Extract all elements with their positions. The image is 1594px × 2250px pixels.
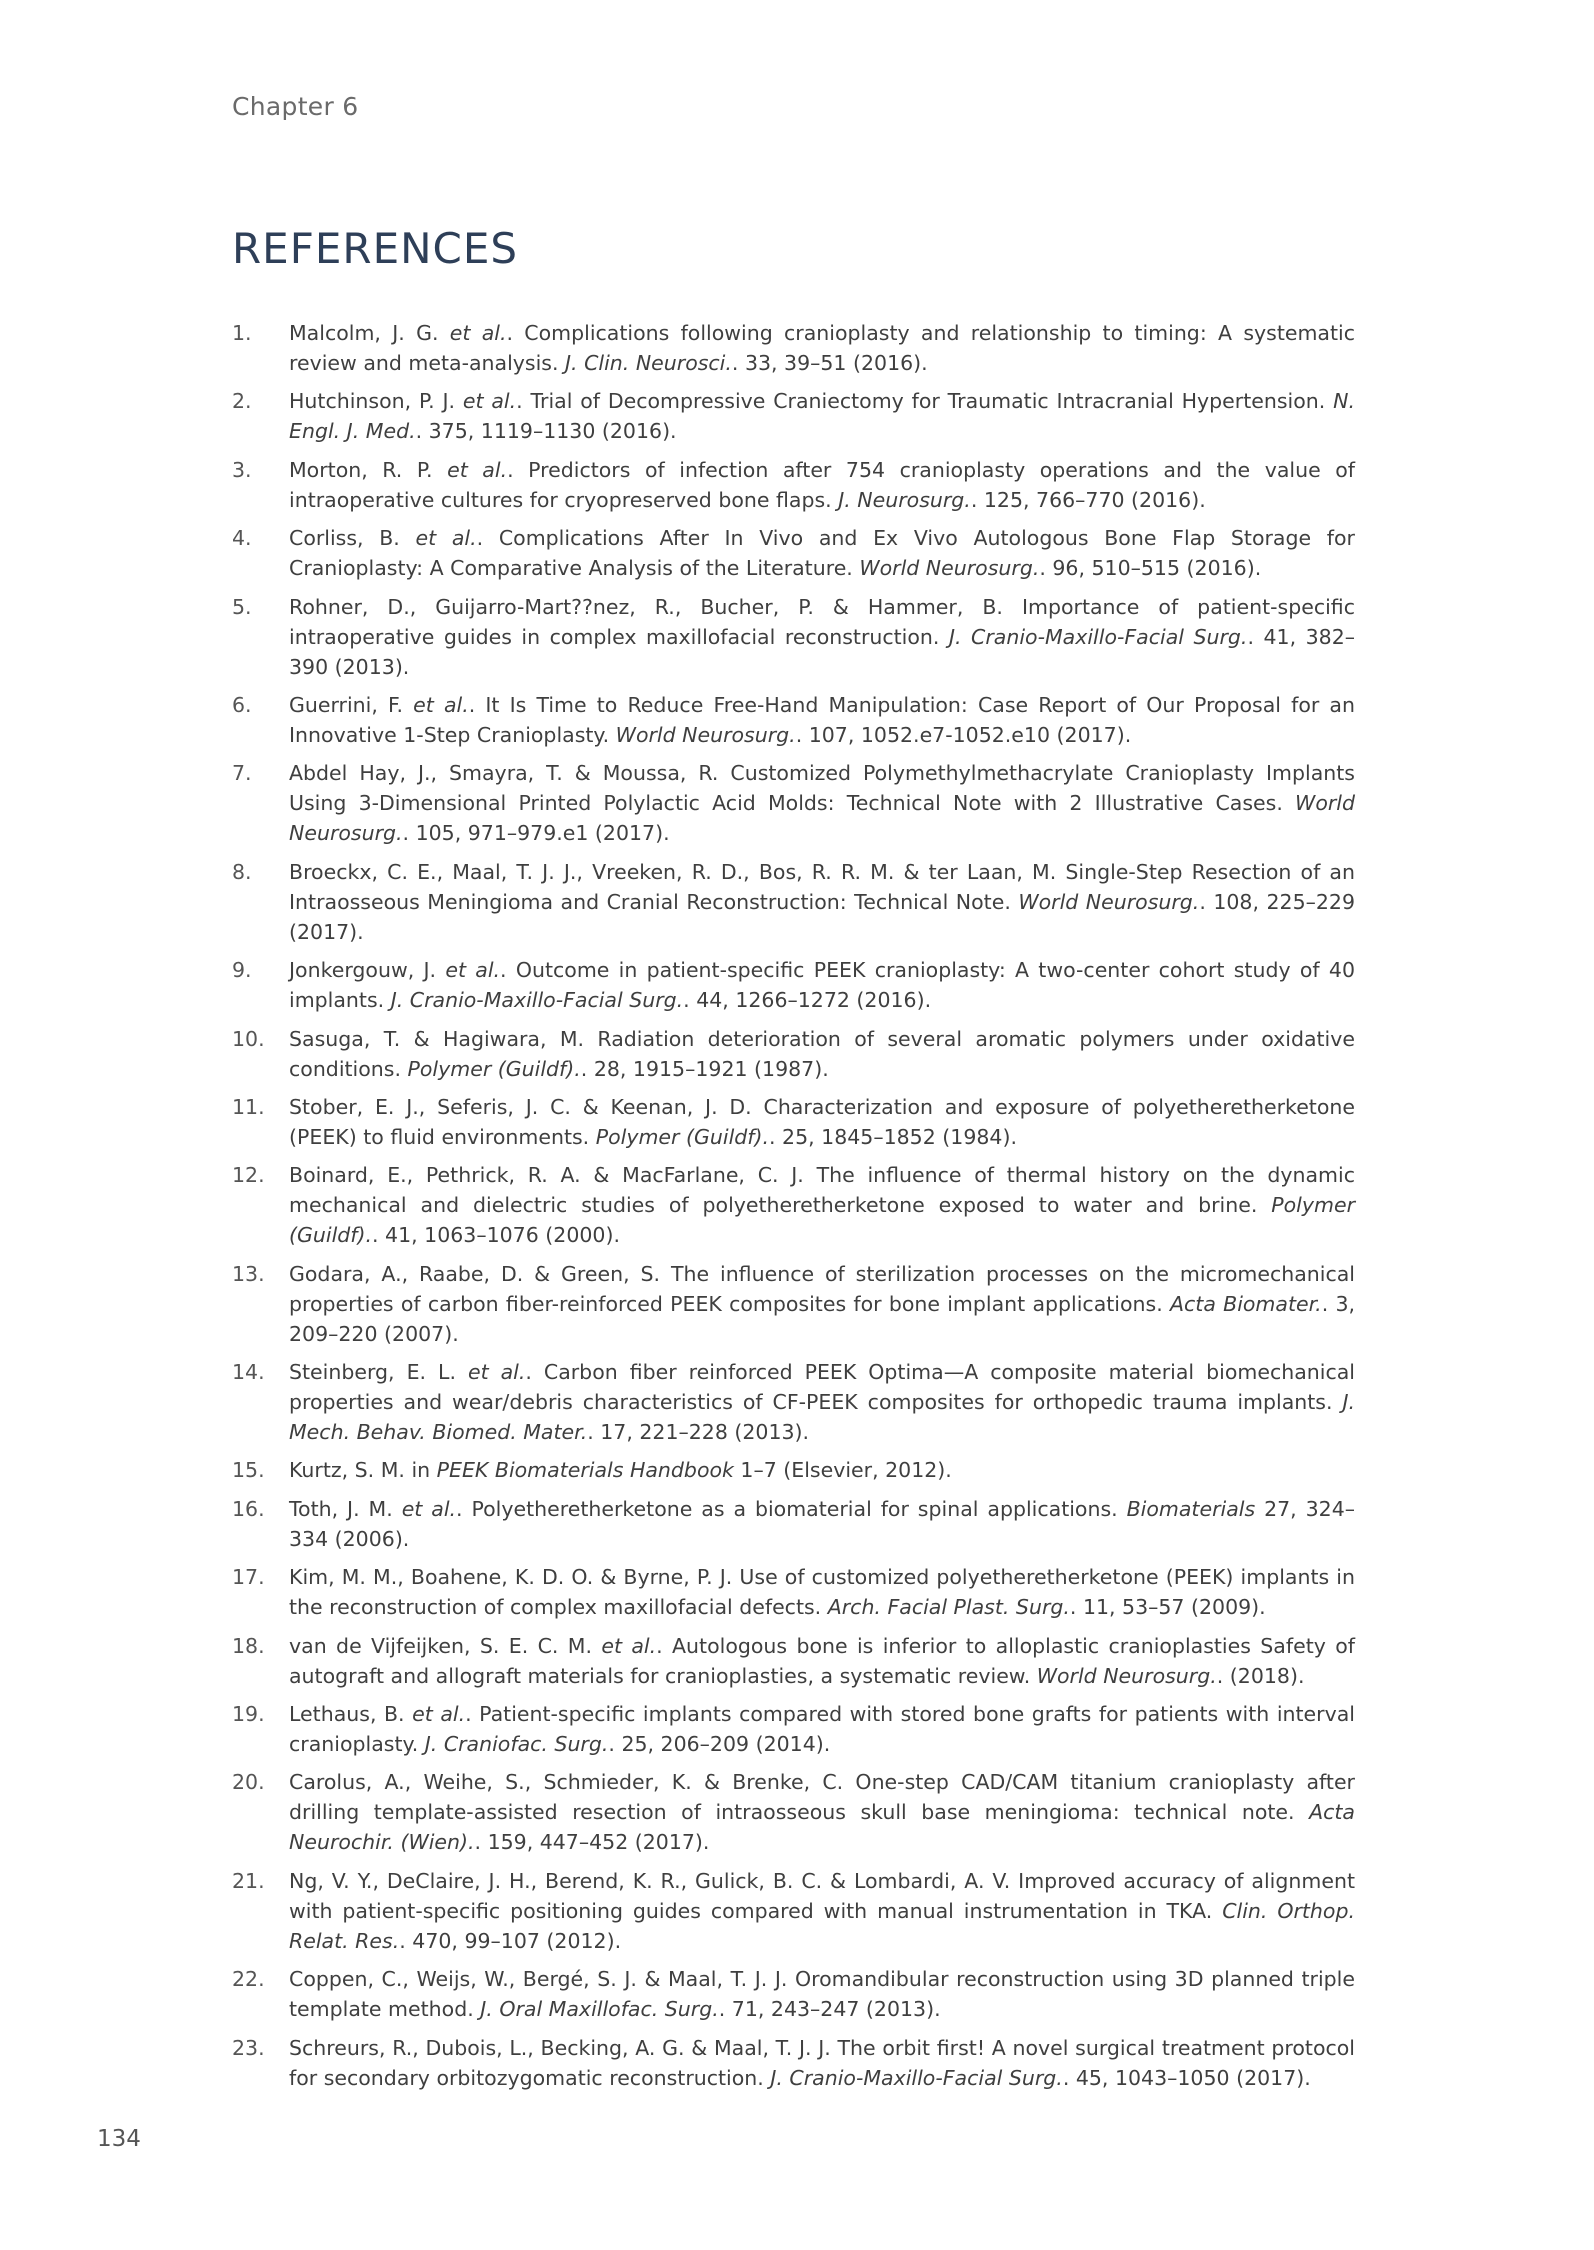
reference-text xyxy=(289,523,1355,583)
reference-segment: . 44, 1266–1272 (2016). xyxy=(683,988,932,1013)
reference-number: 12. xyxy=(232,1163,265,1188)
reference-text xyxy=(289,1866,1355,1956)
reference-text xyxy=(289,690,1355,750)
reference-number: 21. xyxy=(232,1868,265,1893)
reference-text xyxy=(289,1092,1355,1152)
reference-number: 9. xyxy=(232,958,252,983)
reference-segment: . 11, 53–57 (2009). xyxy=(1069,1595,1266,1620)
reference-text xyxy=(289,758,1355,848)
reference-italic: World Neurosurg. xyxy=(289,791,1355,846)
reference-segment: . 108, 225–229 (2017). xyxy=(289,889,1355,944)
reference-item xyxy=(232,455,1355,515)
reference-italic: J. Cranio-Maxillo-Facial Surg. xyxy=(948,624,1248,649)
reference-text xyxy=(289,318,1355,378)
reference-segment: . 375, 1119–1130 (2016). xyxy=(415,419,677,444)
reference-text xyxy=(289,1964,1355,2024)
reference-number: 5. xyxy=(232,594,252,619)
reference-segment: Toth, J. M. xyxy=(289,1496,402,1521)
reference-italic: Clin. Orthop. Relat. Res. xyxy=(289,1898,1355,1953)
reference-item xyxy=(232,1455,1355,1485)
reference-segment: . Trial of Decompressive Craniectomy for Traumatic Intracranial Hypertension. xyxy=(516,389,1334,414)
reference-segment: . 17, 221–228 (2013). xyxy=(587,1420,810,1445)
reference-segment: . 45, 1043–1050 (2017). xyxy=(1062,2065,1311,2090)
reference-item xyxy=(232,1767,1355,1857)
reference-segment: . Autologous bone is inferior to alloplastic cranioplasties Safety of autograft and allograft materials for cranioplasties, a systematic review. xyxy=(289,1633,1355,1688)
reference-segment: . Outcome in patient-specific PEEK cranioplasty: A two-center cohort study of 40 implants. xyxy=(289,958,1355,1013)
reference-text xyxy=(289,592,1355,682)
reference-number: 6. xyxy=(232,692,252,717)
reference-segment: . Complications following cranioplasty and relationship to timing: A systematic review and meta-analysis. xyxy=(289,321,1356,375)
reference-number: 13. xyxy=(232,1261,265,1286)
reference-text xyxy=(289,1259,1355,1349)
reference-italic: Acta Neurochir. (Wien). xyxy=(289,1800,1355,1855)
reference-item xyxy=(232,1964,1355,2024)
reference-segment: . 3, 209–220 (2007). xyxy=(289,1291,1356,1346)
reference-segment: . 41, 382–390 (2013). xyxy=(289,624,1355,679)
reference-segment: Jonkergouw, J. xyxy=(289,958,446,983)
reference-segment: . 159, 447–452 (2017). xyxy=(474,1830,710,1855)
reference-segment: Carolus, A., Weihe, S., Schmieder, K. & Brenke, C. One-step CAD/CAM titanium cranioplasty after drilling template-assisted resection of intraosseous skull base meningioma: technical note. xyxy=(289,1770,1355,1825)
reference-italic: et al. xyxy=(445,958,501,983)
reference-segment: Morton, R. P. xyxy=(289,457,448,482)
reference-number: 22. xyxy=(232,1967,265,1992)
reference-italic: Biomaterials xyxy=(1126,1496,1256,1521)
reference-segment: . 107, 1052.e7-1052.e10 (2017). xyxy=(795,722,1132,747)
reference-number: 11. xyxy=(232,1094,265,1119)
reference-item xyxy=(232,758,1355,848)
reference-italic: World Neurosurg. xyxy=(615,722,796,747)
reference-number: 20. xyxy=(232,1770,265,1795)
reference-segment: Steinberg, E. L. xyxy=(289,1360,468,1385)
reference-segment: . 25, 1845–1852 (1984). xyxy=(769,1124,1017,1149)
reference-segment: . Complications After In Vivo and Ex Vivo Autologous Bone Flap Storage for Cranioplasty: A Comparative Analysis of the Literature. xyxy=(289,526,1355,581)
reference-number: 10. xyxy=(232,1026,265,1051)
reference-segment: . 470, 99–107 (2012). xyxy=(399,1928,622,1953)
reference-italic: J. Craniofac. Surg. xyxy=(424,1732,609,1757)
reference-segment: . Carbon fiber reinforced PEEK Optima—A composite material biomechanical properties and wear/debris characteristics of CF-PEEK composites for orthopedic trauma implants. xyxy=(289,1360,1355,1415)
reference-italic: et al. xyxy=(449,321,507,345)
reference-segment: . Polyetheretherketone as a biomaterial for spinal applications. xyxy=(456,1496,1127,1521)
reference-segment: Abdel Hay, J., Smayra, T. & Moussa, R. Customized Polymethylmethacrylate Cranioplasty Implants Using 3-Dimensional Printed Polylactic Acid Molds: Technical Note with 2 Illustrative Cases. xyxy=(289,761,1355,816)
reference-segment: Sasuga, T. & Hagiwara, M. Radiation deterioration of several aromatic polymers under oxidative conditions. xyxy=(289,1026,1355,1081)
reference-item xyxy=(232,690,1355,750)
reference-item xyxy=(232,1092,1355,1152)
reference-italic: World Neurosurg. xyxy=(859,556,1040,581)
reference-segment: . 28, 1915–1921 (1987). xyxy=(580,1056,829,1081)
page-number: 134 xyxy=(97,2126,141,2152)
reference-segment: Kim, M. M., Boahene, K. D. O. & Byrne, P. J. Use of customized polyetheretherketone (PEEK) implants in the reconstruction of complex maxillofacial defects. xyxy=(289,1565,1355,1620)
reference-italic: et al. xyxy=(462,389,517,414)
reference-segment: 1–7 (Elsevier, 2012). xyxy=(733,1458,952,1483)
reference-segment: . (2018). xyxy=(1216,1663,1305,1688)
reference-segment: 27, 324–334 (2006). xyxy=(289,1496,1355,1551)
reference-italic: N. Engl. J. Med. xyxy=(289,389,1355,444)
reference-italic: World Neurosurg. xyxy=(1018,889,1200,914)
reference-segment: . 41, 1063–1076 (2000). xyxy=(372,1223,620,1248)
reference-italic: et al. xyxy=(412,1702,466,1727)
reference-italic: et al. xyxy=(467,1360,526,1385)
reference-italic: et al. xyxy=(415,526,477,551)
reference-italic: et al. xyxy=(401,1496,457,1521)
reference-italic: et al. xyxy=(601,1633,657,1658)
reference-item xyxy=(232,1357,1355,1447)
reference-number: 16. xyxy=(232,1496,265,1521)
reference-segment: Ng, V. Y., DeClaire, J. H., Berend, K. R., Gulick, B. C. & Lombardi, A. V. Improved accuracy of alignment with patient-specific positioning guides compared with manual instrumentation in TKA. xyxy=(289,1868,1355,1923)
reference-segment: Boinard, E., Pethrick, R. A. & MacFarlane, C. J. The influence of thermal history on the dynamic mechanical and dielectric studies of polyetheretherketone exposed to water and brine. xyxy=(289,1163,1355,1218)
reference-segment: van de Vijfeijken, S. E. C. M. xyxy=(289,1633,602,1658)
reference-text xyxy=(289,2033,1355,2093)
reference-item xyxy=(232,1699,1355,1759)
reference-segment: . 125, 766–770 (2016). xyxy=(970,487,1206,512)
reference-segment: . Predictors of infection after 754 cranioplasty operations and the value of intraoperative cultures for cryopreserved bone flaps. xyxy=(289,457,1355,512)
reference-italic: Polymer (Guildf). xyxy=(407,1056,581,1081)
reference-item xyxy=(232,2033,1355,2093)
reference-text xyxy=(289,1699,1355,1759)
reference-italic: J. Cranio-Maxillo-Facial Surg. xyxy=(390,988,684,1013)
reference-segment: Godara, A., Raabe, D. & Green, S. The influence of sterilization processes on the micromechanical properties of carbon fiber-reinforced PEEK composites for bone implant applications. xyxy=(289,1261,1355,1316)
reference-item xyxy=(232,1631,1355,1691)
reference-number: 23. xyxy=(232,2035,265,2060)
reference-segment: . 25, 206–209 (2014). xyxy=(608,1732,831,1757)
reference-segment: Coppen, C., Weijs, W., Bergé, S. J. & Maal, T. J. J. Oromandibular reconstruction using 3D planned triple template method. xyxy=(289,1967,1355,2022)
reference-italic: et al. xyxy=(447,457,508,482)
reference-text xyxy=(289,857,1355,947)
reference-number: 19. xyxy=(232,1702,265,1727)
reference-segment: Corliss, B. xyxy=(289,526,416,551)
reference-italic: Arch. Facial Plast. Surg. xyxy=(827,1595,1070,1620)
reference-segment: Schreurs, R., Dubois, L., Becking, A. G. & Maal, T. J. J. The orbit first! A novel surgical treatment protocol for secondary orbitozygomatic reconstruction. xyxy=(289,2035,1355,2090)
reference-text xyxy=(289,386,1355,446)
reference-item xyxy=(232,1259,1355,1349)
reference-item xyxy=(232,1494,1355,1554)
reference-segment: . 96, 510–515 (2016). xyxy=(1039,556,1262,581)
reference-italic: J. Neurosurg. xyxy=(838,487,971,512)
reference-number: 18. xyxy=(232,1633,265,1658)
reference-text xyxy=(289,1455,1355,1485)
reference-segment: Malcolm, J. G. xyxy=(289,321,450,345)
reference-italic: Acta Biomater. xyxy=(1169,1291,1322,1316)
reference-segment: . 105, 971–979.e1 (2017). xyxy=(402,821,670,846)
reference-text xyxy=(289,1024,1355,1084)
reference-text xyxy=(289,1494,1355,1554)
reference-segment: Hutchinson, P. J. xyxy=(289,389,463,414)
reference-italic: J. Cranio-Maxillo-Facial Surg. xyxy=(770,2065,1063,2090)
reference-number: 14. xyxy=(232,1360,265,1385)
reference-item xyxy=(232,318,1355,378)
reference-item xyxy=(232,592,1355,682)
reference-text xyxy=(289,955,1355,1015)
reference-text xyxy=(289,1631,1355,1691)
reference-segment: . Patient-specific implants compared with stored bone grafts for patients with interval cranioplasty. xyxy=(289,1702,1355,1757)
reference-item xyxy=(232,1160,1355,1250)
page-title: REFERENCES xyxy=(232,224,519,273)
reference-italic: PEEK Biomaterials Handbook xyxy=(436,1458,734,1483)
reference-item xyxy=(232,523,1355,583)
reference-italic: et al. xyxy=(413,692,469,717)
reference-segment: Kurtz, S. M. in xyxy=(289,1458,437,1483)
reference-item xyxy=(232,386,1355,446)
reference-number: 4. xyxy=(232,526,252,551)
reference-number: 15. xyxy=(232,1458,265,1483)
reference-segment: Rohner, D., Guijarro-Mart??nez, R., Bucher, P. & Hammer, B. Importance of patient-specific intraoperative guides in complex maxillofacial reconstruction. xyxy=(289,594,1355,649)
reference-text xyxy=(289,1767,1355,1857)
reference-number: 17. xyxy=(232,1565,265,1590)
reference-text xyxy=(289,1357,1355,1447)
reference-number: 1. xyxy=(232,321,252,345)
reference-number: 7. xyxy=(232,761,252,786)
reference-italic: Polymer (Guildf). xyxy=(289,1193,1355,1248)
reference-item xyxy=(232,857,1355,947)
reference-item xyxy=(232,1024,1355,1084)
reference-segment: . 33, 39–51 (2016). xyxy=(731,351,928,375)
reference-segment: Stober, E. J., Seferis, J. C. & Keenan, J. D. Characterization and exposure of polyetheretherketone (PEEK) to fluid environments. xyxy=(289,1094,1355,1149)
reference-italic: J. Oral Maxillofac. Surg. xyxy=(480,1997,719,2022)
reference-text xyxy=(289,1160,1355,1250)
reference-item xyxy=(232,1866,1355,1956)
reference-list xyxy=(232,318,1355,2101)
reference-number: 2. xyxy=(232,389,252,414)
reference-italic: J. Mech. Behav. Biomed. Mater. xyxy=(289,1390,1355,1445)
reference-number: 8. xyxy=(232,859,252,884)
reference-segment: . It Is Time to Reduce Free-Hand Manipulation: Case Report of Our Proposal for an Innovative 1-Step Cranioplasty. xyxy=(289,692,1355,747)
reference-text xyxy=(289,455,1355,515)
reference-segment: Broeckx, C. E., Maal, T. J. J., Vreeken, R. D., Bos, R. R. M. & ter Laan, M. Single-Step Resection of an Intraosseous Meningioma and Cranial Reconstruction: Technical Note. xyxy=(289,859,1355,914)
reference-italic: Polymer (Guildf). xyxy=(595,1124,770,1149)
reference-segment: . 71, 243–247 (2013). xyxy=(718,1997,941,2022)
chapter-header: Chapter 6 xyxy=(232,92,359,121)
reference-segment: Lethaus, B. xyxy=(289,1702,413,1727)
reference-italic: J. Clin. Neurosci. xyxy=(565,351,732,375)
reference-item xyxy=(232,1562,1355,1622)
reference-italic: World Neurosurg. xyxy=(1036,1663,1217,1688)
reference-segment: Guerrini, F. xyxy=(289,692,414,717)
reference-item xyxy=(232,955,1355,1015)
reference-text xyxy=(289,1562,1355,1622)
reference-number: 3. xyxy=(232,457,252,482)
